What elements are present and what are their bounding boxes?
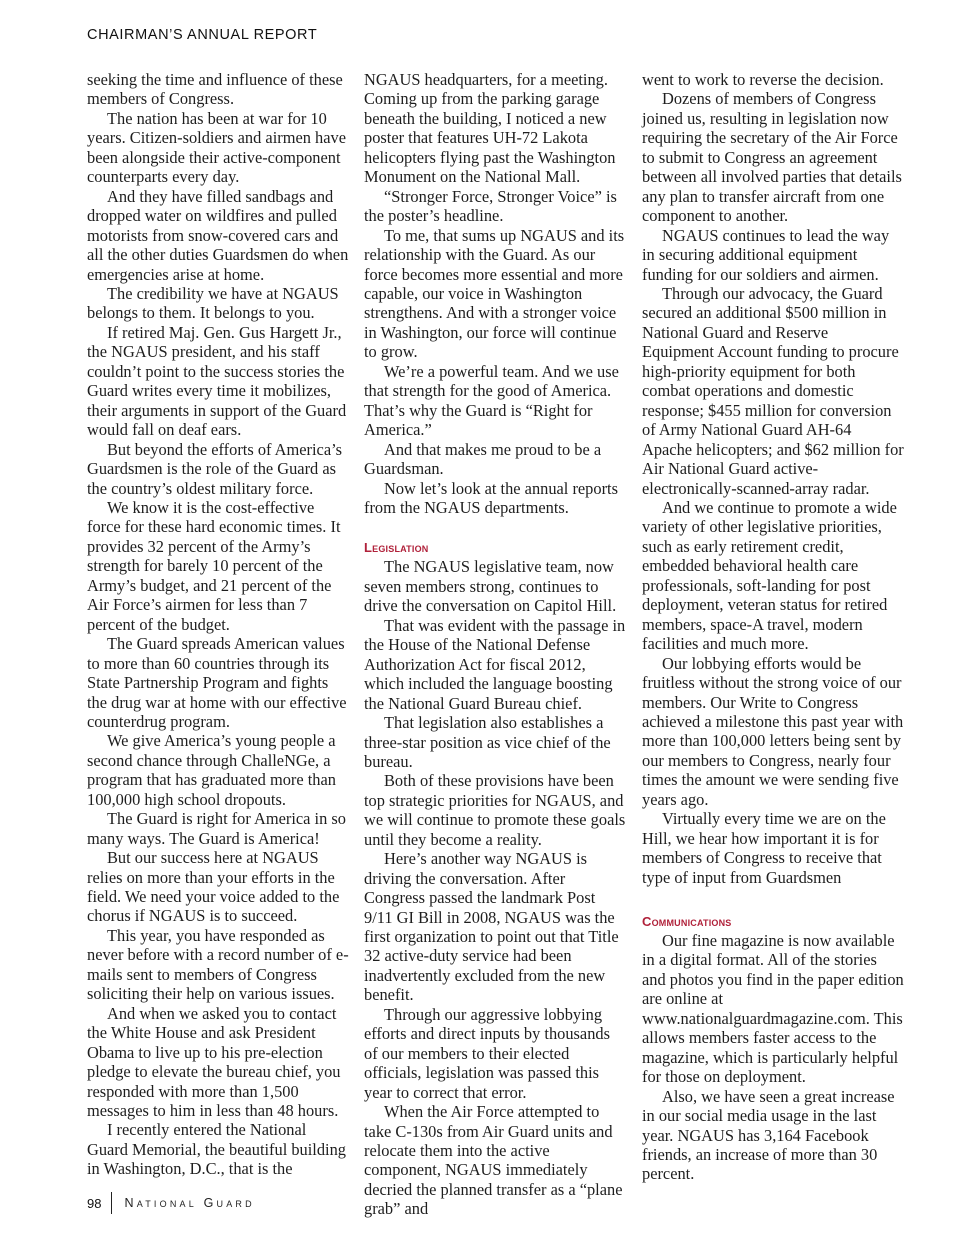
page-footer — [87, 1193, 255, 1213]
paragraph: But beyond the efforts of America’s Guardsmen is the role of the Guard as the country’s oldest military force. — [87, 439, 343, 498]
column-2 — [364, 70, 626, 1219]
paragraph: went to work to reverse the decision. — [642, 70, 884, 89]
paragraph: Our lobbying efforts would be fruitless without the strong voice of our members. Our Write to Congress achieved a milestone this past year with more than 100,000 letters being sent by our members to Congress, nearly four times the amount we were sending five years ago. — [642, 653, 904, 809]
paragraph: Dozens of members of Congress joined us, resulting in legislation now requiring the secretary of the Air Force to submit to Congress an agreement between all involved parties that details any plan to transfer aircraft from one component to another. — [642, 89, 902, 226]
paragraph: And we continue to promote a wide variety of other legislative priorities, such as early retirement credit, embedded behavioral health care professionals, soft-landing for post deployment, veteran status for retired members, space-A travel, modern facilities and much more. — [642, 497, 897, 654]
paragraph: seeking the time and influence of these members of Congress. — [87, 70, 343, 109]
paragraph: To me, that sums up NGAUS and its relationship with the Guard. As our force becomes more essential and more capable, our voice in Washington strengthens. And with a stronger voice in Washington, our force will continue to grow. — [364, 225, 625, 362]
paragraph: The Guard is right for America in so many ways. The Guard is America! — [87, 809, 346, 848]
paragraph: Virtually every time we are on the Hill, we hear how important it is for members of Congress to receive that type of input from Guardsmen — [642, 809, 886, 887]
column-3 — [642, 70, 904, 1184]
paragraph: The Guard spreads American values to more than 60 countries through its State Partnership Program and fights the drug war at home with our effective counterdrug program. — [87, 634, 347, 731]
paragraph: Through our advocacy, the Guard secured an additional $500 million in National Guard and Reserve Equipment Account funding to procure high-priority equipment for both combat operations and domestic response; $455 million for conversion of Army National Guard AH-64 Apache helicopters; and $62 million for Air National Guard active-electronically-scanned-array radar. — [642, 283, 904, 498]
paragraph: We give America’s young people a second chance through ChalleNGe, a program that has graduated more than 100,000 high school dropouts. — [87, 731, 336, 809]
page-number: 98 — [87, 1195, 102, 1211]
paragraph: Here’s another way NGAUS is driving the conversation. After Congress passed the landmark Post 9/11 GI Bill in 2008, NGAUS was the first organization to point out that Title 32 active-duty service had been inadvertently excluded from the new benefit. — [364, 849, 619, 1005]
footer-divider — [111, 1192, 112, 1214]
publication-name: National Guard — [124, 1196, 255, 1210]
paragraph: Now let’s look at the annual reports from the NGAUS departments. — [364, 478, 618, 517]
paragraph: But our success here at NGAUS relies on more than your efforts in the field. We need your voice added to the chorus if NGAUS is to succeed. — [87, 848, 340, 926]
paragraph: NGAUS continues to lead the way in securing additional equipment funding for our soldiers and airmen. — [642, 225, 890, 284]
paragraph: That was evident with the passage in the House of the National Defense Authorization Act for fiscal 2012, which included the language boosting the National Guard Bureau chief. — [364, 615, 626, 713]
paragraph: That legislation also establishes a three-star position as vice chief of the bureau. — [364, 713, 611, 771]
paragraph: Also, we have seen a great increase in our social media usage in the last year. NGAUS has 3,164 Facebook friends, an increase of more than 30 percent. — [642, 1086, 895, 1184]
paragraph: And that makes me proud to be a Guardsman. — [364, 439, 602, 479]
paragraph: Our fine magazine is now available in a digital format. All of the stories and photos you find in the paper edition are online at www.nationalguardmagazine.com. This allows members faster access to the magazine, which is particularly helpful for those on deployment. — [642, 931, 904, 1087]
section-heading-communications: Communications — [642, 914, 732, 930]
paragraph: Through our aggressive lobbying efforts and direct inputs by thousands of our members to their elected officials, legislation was passed this year to correct that error. — [364, 1004, 610, 1102]
paragraph: When the Air Force attempted to take C-130s from Air Guard units and relocate them into the active component, NGAUS immediately decried the planned transfer as a “plane grab” and — [364, 1102, 623, 1219]
paragraph: The NGAUS legislative team, now seven members strong, continues to drive the conversation on Capitol Hill. — [364, 557, 617, 616]
paragraph: The credibility we have at NGAUS belongs to them. It belongs to you. — [87, 283, 339, 323]
paragraph: This year, you have responded as never before with a record number of e-mails sent to members of Congress soliciting their help on various issues. — [87, 925, 349, 1004]
column-1 — [87, 70, 349, 1179]
paragraph: And when we asked you to contact the White House and ask President Obama to live up to his pre-election pledge to elevate the bureau chief, you responded with more than 1,500 messages to him in less than 48 hours. — [87, 1003, 341, 1121]
paragraph: The nation has been at war for 10 years. Citizen-soldiers and airmen have been alongside their active-component counterparts every day. — [87, 108, 346, 187]
paragraph: If retired Maj. Gen. Gus Hargett Jr., the NGAUS president, and his staff couldn’t point to the success stories the Guard writes every time it mobilizes, their arguments in support of the Guard would fall on deaf ears. — [87, 322, 347, 440]
paragraph: NGAUS headquarters, for a meeting. Coming up from the parking garage beneath the building, I noticed a new poster that features UH-72 Lakota helicopters flying past the Washington Monument on the National Mall. — [364, 70, 616, 187]
paragraph: Both of these provisions have been top strategic priorities for NGAUS, and we will continue to promote these goals until they become a reality. — [364, 771, 626, 849]
paragraph: And they have filled sandbags and dropped water on wildfires and pulled motorists from snow-covered cars and all the other duties Guardsmen do when emergencies arise at home. — [87, 186, 349, 284]
section-heading-legislation: Legislation — [364, 540, 429, 556]
paragraph: We know it is the cost-effective force for these hard economic times. It provides 32 percent of the Army’s strength for barely 10 percent of the Army’s budget, and 21 percent of the Air Force’s airmen for less than 7 percent of the budget. — [87, 497, 341, 634]
paragraph: We’re a powerful team. And we use that strength for the good of America. That’s why the Guard is “Right for America.” — [364, 361, 619, 440]
paragraph: I recently entered the National Guard Memorial, the beautiful building in Washington, D.C., that is the — [87, 1120, 347, 1179]
running-header: CHAIRMAN’S ANNUAL REPORT — [87, 27, 318, 43]
paragraph: “Stronger Force, Stronger Voice” is the poster’s headline. — [364, 186, 617, 226]
